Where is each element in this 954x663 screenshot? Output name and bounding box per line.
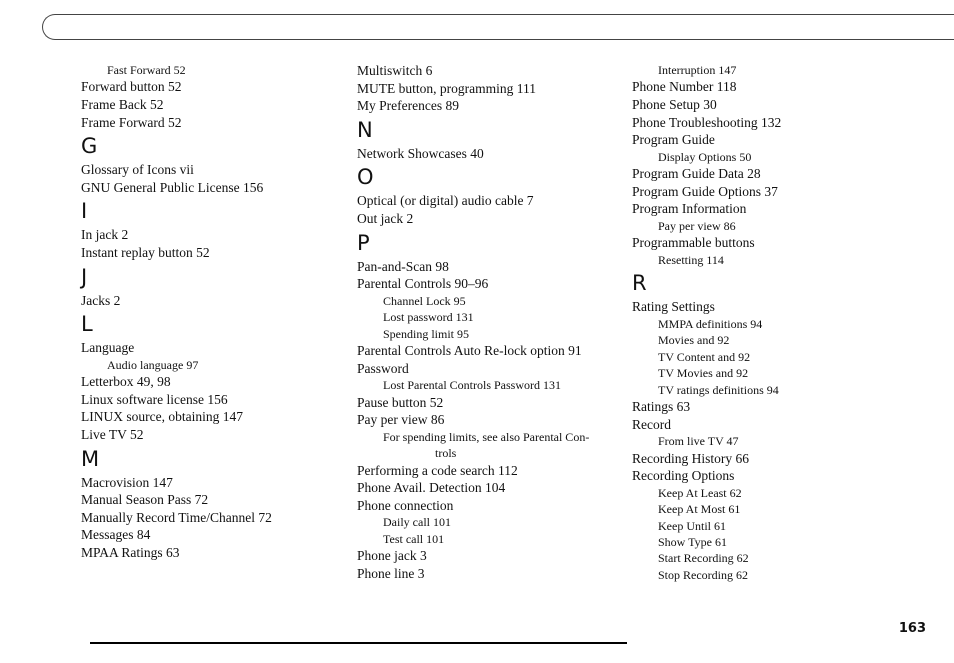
index-letter-heading: O (357, 165, 374, 190)
index-subentry: Lost password 131 (383, 310, 474, 325)
index-column-1 (81, 62, 331, 562)
index-subentry: Test call 101 (383, 531, 445, 546)
index-entry: Instant replay button 52 (81, 244, 210, 260)
index-entry: Letterbox 49, 98 (81, 374, 171, 390)
index-entry: Frame Back 52 (81, 97, 164, 112)
index-subentry: Audio language 97 (107, 357, 199, 372)
index-letter-heading: I (81, 199, 88, 224)
index-entry: Pay per view 86 (357, 412, 445, 428)
index-subentry: Interruption 147 (658, 63, 737, 77)
index-subentry: Fast Forward 52 (107, 63, 186, 77)
index-subentry: Keep At Least 62 (658, 485, 742, 500)
index-subentry: Movies and 92 (658, 333, 730, 348)
index-entry: Jacks 2 (81, 292, 121, 308)
index-entry: Programmable buttons (632, 235, 755, 251)
index-entry: Network Showcases 40 (357, 145, 484, 161)
index-entry: MUTE button, programming 111 (357, 80, 536, 96)
index-entry: Recording History 66 (632, 450, 749, 466)
index-subentry: Display Options 50 (658, 149, 752, 164)
page-number: 163 (898, 621, 926, 636)
index-entry: Phone Avail. Detection 104 (357, 480, 506, 496)
index-column-2 (357, 62, 612, 582)
index-entry: Out jack 2 (357, 210, 414, 226)
index-entry: Phone Troubleshooting 132 (632, 114, 782, 130)
index-entry: Parental Controls Auto Re-lock option 91 (357, 342, 582, 358)
index-entry: Live TV 52 (81, 426, 144, 442)
index-entry: Password (357, 360, 409, 376)
index-entry: Glossary of Icons vii (81, 162, 194, 178)
index-subentry: TV ratings definitions 94 (658, 382, 779, 397)
index-subentry: Pay per view 86 (658, 218, 736, 233)
index-subentry: TV Content and 92 (658, 349, 751, 364)
index-subentry (357, 429, 612, 462)
index-entry: Rating Settings (632, 299, 715, 315)
index-entry: MPAA Ratings 63 (81, 544, 180, 560)
index-entry: Frame Forward 52 (81, 114, 182, 130)
index-entry: Performing a code search 112 (357, 462, 518, 478)
index-entry: Forward button 52 (81, 79, 182, 95)
index-entry: Phone connection (357, 497, 454, 513)
index-letter-heading: P (357, 230, 370, 255)
index-subentry: Lost Parental Controls Password 131 (383, 378, 561, 393)
index-entry: Phone jack 3 (357, 548, 427, 564)
index-column-3 (632, 62, 932, 583)
index-letter-heading: L (81, 312, 93, 337)
index-letter-heading: J (81, 264, 88, 289)
index-entry: Optical (or digital) audio cable 7 (357, 193, 534, 209)
page-header-bar (42, 14, 954, 40)
index-entry: In jack 2 (81, 227, 129, 243)
index-subentry-text: For spending limits, see also Parental Con- (383, 429, 590, 444)
index-entry: Program Information (632, 201, 747, 217)
index-entry: Language (81, 340, 135, 356)
index-subentry: MMPA definitions 94 (658, 316, 763, 331)
index-entry: Linux software license 156 (81, 391, 228, 407)
index-entry: Parental Controls 90–96 (357, 276, 489, 292)
index-entry: Phone Number 118 (632, 79, 737, 95)
index-subentry-continuation: trols (435, 446, 457, 461)
index-letter-heading: R (632, 271, 647, 296)
index-entry: Program Guide (632, 132, 715, 148)
index-entry: Manual Season Pass 72 (81, 492, 209, 508)
index-entry: Record (632, 416, 671, 432)
index-entry: My Preferences 89 (357, 98, 459, 114)
index-entry: Macrovision 147 (81, 474, 173, 490)
index-subentry: Keep At Most 61 (658, 502, 741, 517)
index-subentry: Keep Until 61 (658, 518, 726, 533)
index-letter-heading: G (81, 134, 98, 159)
index-entry: Program Guide Options 37 (632, 183, 778, 199)
index-subentry: Spending limit 95 (383, 326, 470, 341)
index-entry: Ratings 63 (632, 399, 691, 414)
index-entry: Phone Setup 30 (632, 97, 717, 112)
index-subentry: Daily call 101 (383, 515, 451, 530)
index-subentry: Show Type 61 (658, 535, 727, 549)
index-letter-heading: N (357, 117, 373, 142)
index-subentry: Start Recording 62 (658, 551, 749, 566)
index-subentry: Channel Lock 95 (383, 293, 466, 308)
footer-rule (90, 642, 627, 644)
index-subentry: From live TV 47 (658, 434, 739, 449)
index-subentry: TV Movies and 92 (658, 366, 749, 381)
index-subentry: Stop Recording 62 (658, 567, 748, 582)
index-letter-heading: M (81, 446, 100, 471)
index-entry: Messages 84 (81, 527, 151, 543)
index-entry: Manually Record Time/Channel 72 (81, 509, 272, 525)
index-subentry: Resetting 114 (658, 252, 724, 267)
index-entry: Pause button 52 (357, 394, 444, 410)
index-entry: Recording Options (632, 468, 735, 484)
index-entry: LINUX source, obtaining 147 (81, 409, 243, 425)
index-entry: Multiswitch 6 (357, 63, 433, 78)
index-entry: Phone line 3 (357, 565, 425, 581)
index-entry: Program Guide Data 28 (632, 166, 761, 182)
index-entry: GNU General Public License 156 (81, 179, 264, 195)
index-entry: Pan-and-Scan 98 (357, 258, 449, 274)
